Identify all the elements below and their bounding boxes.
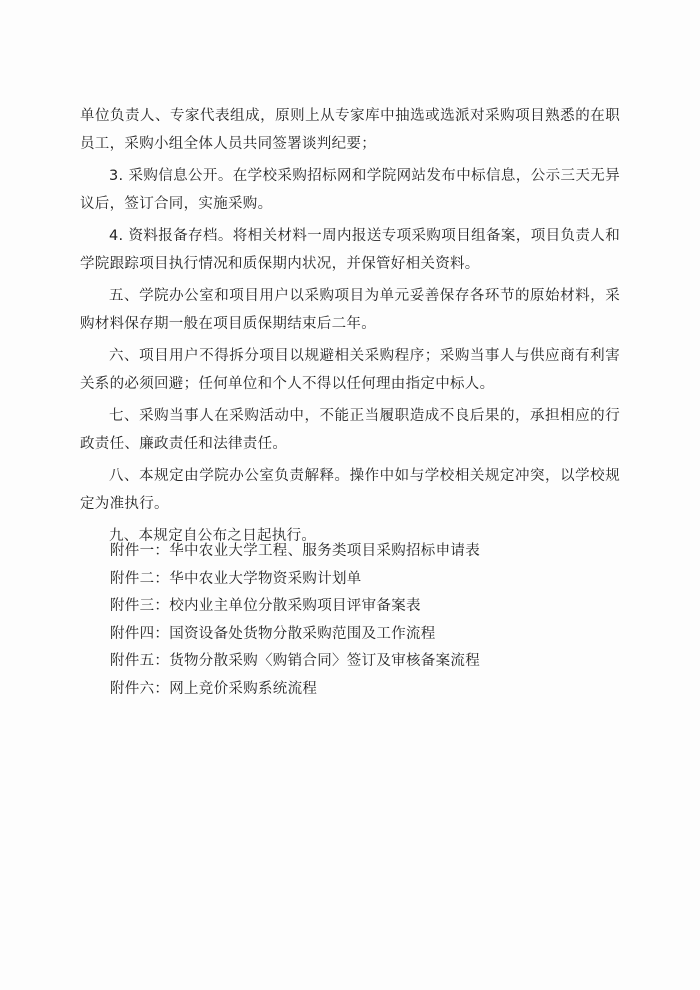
paragraph-article-5: 五、学院办公室和项目用户以采购项目为单元妥善保存各环节的原始材料，采购材料保存期一般在项目质保期结束后二年。: [80, 288, 620, 332]
attachment-label: 附件四：: [110, 625, 170, 642]
paragraph-article-7: 七、采购当事人在采购活动中，不能正当履职造成不良后果的，承担相应的行政责任、廉政责任和法律责任。: [80, 408, 620, 452]
paragraph-item-4: 4. 资料报备存档。将相关材料一周内报送专项采购项目组备案，项目负责人和学院跟踪项目执行情况和质保期内状况，并保管好相关资料。: [80, 228, 620, 272]
attachment-label: 附件六：: [110, 680, 170, 697]
attachment-label: 附件五：: [110, 653, 170, 669]
paragraph-continuation: 单位负责人、专家代表组成，原则上从专家库中抽选或选派对采购项目熟悉的在职员工，采购小组全体人员共同签署谈判纪要；: [80, 108, 620, 152]
attachment-label: 附件一：: [110, 543, 170, 559]
attachment-title: 货物分散采购〈购销合同〉签订及审核备案流程: [169, 653, 481, 669]
paragraph-article-6: 六、项目用户不得拆分项目以规避相关采购程序；采购当事人与供应商有利害关系的必须回避；任何单位和个人不得以任何理由指定中标人。: [80, 348, 620, 392]
paragraph-article-9: 九、本规定自公布之日起执行。: [109, 528, 317, 544]
attachment-item: [110, 648, 610, 676]
attachment-label: 附件三：: [110, 598, 170, 614]
attachment-item: [110, 593, 610, 621]
paragraph-article-8: 八、本规定由学院办公室负责解释。操作中如与学校相关规定冲突，以学校规定为准执行。: [80, 468, 620, 512]
attachment-item: [110, 566, 610, 594]
attachment-title: 华中农业大学物资采购计划单: [169, 570, 362, 587]
attachment-label: 附件二：: [110, 570, 170, 587]
attachment-list: [110, 538, 610, 703]
attachment-item: [110, 538, 610, 566]
attachment-item: [110, 676, 610, 704]
attachment-title: 华中农业大学工程、服务类项目采购招标申请表: [169, 543, 481, 559]
attachment-item: [110, 621, 610, 649]
attachment-title: 校内业主单位分散采购项目评审备案表: [169, 598, 421, 614]
attachment-title: 网上竞价采购系统流程: [169, 680, 318, 697]
attachment-title: 国资设备处货物分散采购范围及工作流程: [169, 625, 436, 642]
document-body: [80, 102, 620, 554]
paragraph-item-3: 3. 采购信息公开。在学校采购招标网和学院网站发布中标信息，公示三天无异议后，签订合同，实施采购。: [80, 168, 620, 212]
